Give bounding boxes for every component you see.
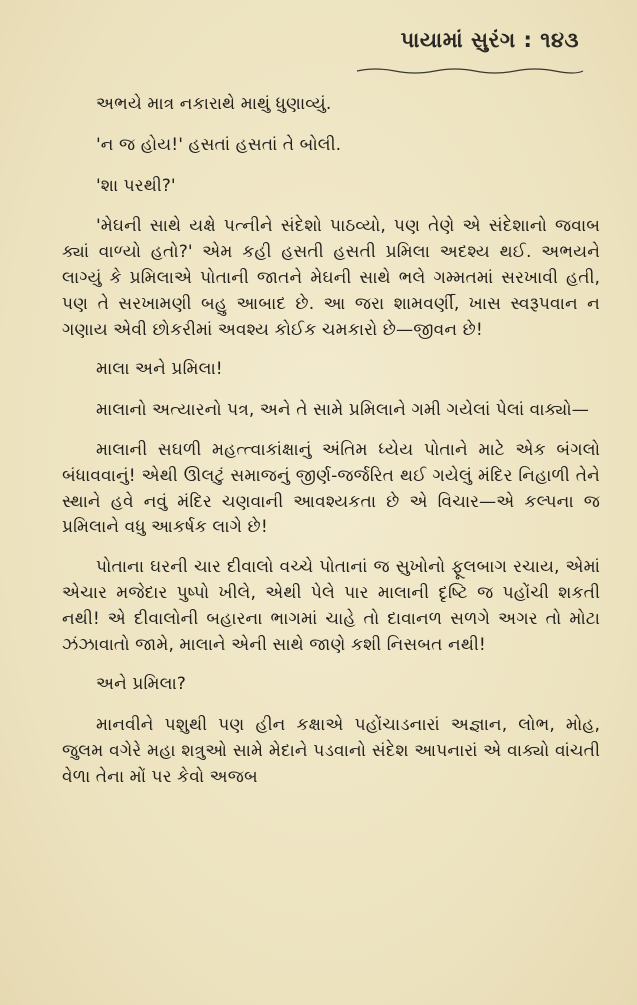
body-text: [62, 92, 600, 805]
paragraph-5: માલા અને પ્રમિલા!: [96, 359, 223, 380]
paragraph-7: માલાની સઘળી મહત્ત્વાકાંક્ષાનું અંતિમ ધ્યેય પોતાને માટે એક બંગલો બંધાવવાનું! એથી ઊલટું સમાજનું જીર્ણ-જર્જરિત થઈ ગયેલું મંદિર નિહાળી તેને સ્થાને હવે નવું મંદિર ચણવાની આવશ્યકતા છે એ વિચાર—એ કલ્પના જ પ્રમિલાને વધુ આકર્ષક લાગે છે!: [62, 439, 600, 538]
paragraph-3: 'શા પરથી?': [96, 175, 176, 196]
paragraph-8: પોતાના ઘરની ચાર દીવાલો વચ્ચે પોતાનાં જ સુખોનો ફૂલબાગ રચાય, એમાં એચાર મજેદાર પુષ્પો ખીલે, એથી પેલે પાર માલાની દૃષ્ટિ જ પહોંચી શકતી નથી! એ દીવાલોની બહારના ભાગમાં ચાહે તો દાવાનળ સળગે અગર તો મોટા ઝંઝાવાતો જામે, માલાને એની સાથે જાણે કશી નિસબત નથી!: [62, 557, 600, 655]
paragraph-9: અને પ્રમિલા?: [96, 674, 186, 695]
paragraph-6: માલાનો અત્યારનો પત્ર, અને તે સામે પ્રમિલાને ગમી ગયેલાં પેલાં વાક્યો—: [96, 400, 589, 421]
running-header: પાયામાં સુરંગ : ૧૪૩: [400, 28, 579, 52]
paragraph-2: 'ન જ હોય!' હસતાં હસતાં તે બોલી.: [96, 134, 342, 155]
paragraph-10: માનવીને પશુથી પણ હીન કક્ષાએ પહોંચાડનારાં અજ્ઞાન, લોભ, મોહ, જુલમ વગેરે મહા શત્રુઓ સામે મેદાને પડવાનો સંદેશ આપનારાં એ વાક્યો વાંચતી વેળા તેના મોં પર કેવો અજબ: [62, 715, 600, 787]
paragraph-4: 'મેઘની સાથે યક્ષે પત્નીને સંદેશો પાઠવ્યો, પણ તેણે એ સંદેશાનો જવાબ ક્યાં વાળ્યો હતો?' એમ કહી હસતી હસતી પ્રમિલા અદશ્ય થઈ. અભયને લાગ્યું કે પ્રમિલાએ પોતાની જાતને મેઘની સાથે ભલે ગમ્મતમાં સરખાવી હતી, પણ તે સરખામણી બહુ આબાદ છે. આ જરા શામવર્ણી, ખાસ સ્વરૂપવાન ન ગણાય એવી છોકરીમાં અવશ્ય કોઈક ચમકારો છે—જીવન છે!: [62, 216, 600, 340]
paragraph-1: અભયે માત્ર નકારાથે માથું ધુણાવ્યું.: [96, 94, 332, 114]
header-ornament-rule: [355, 66, 585, 76]
